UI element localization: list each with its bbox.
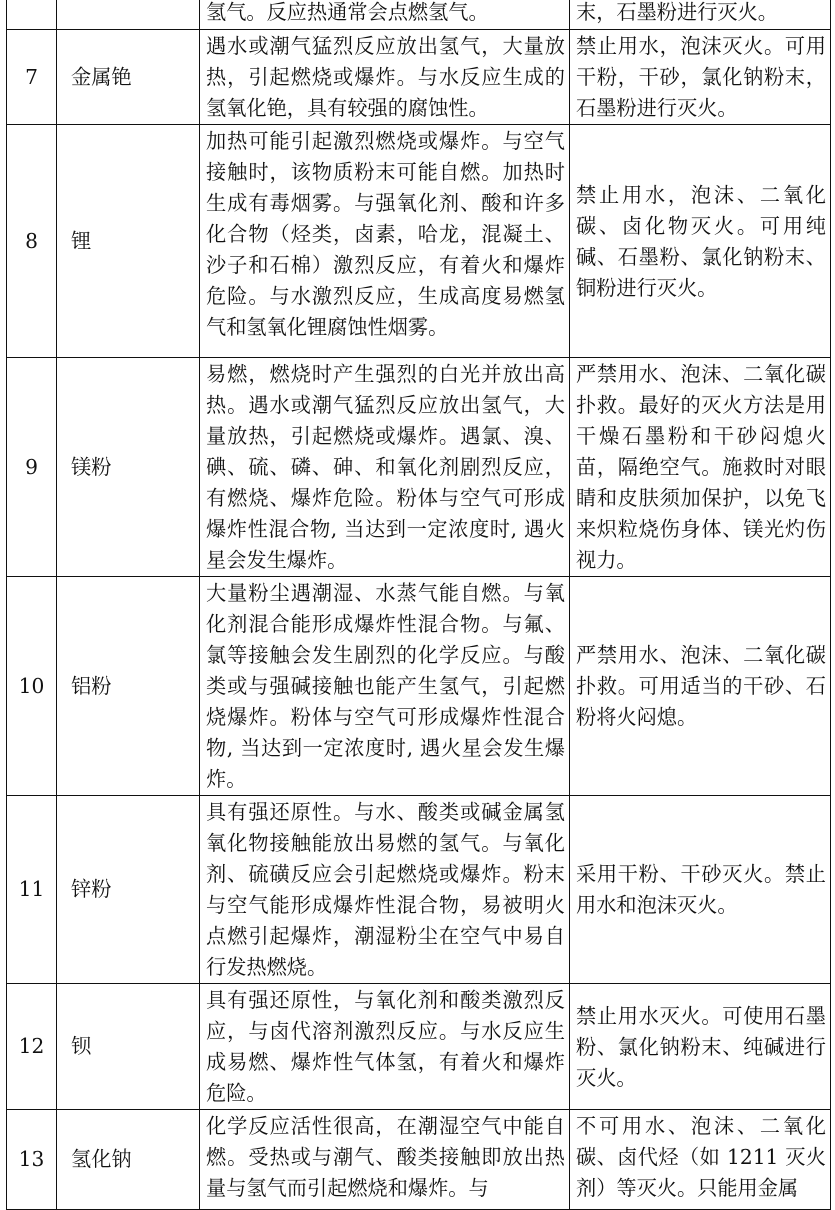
row-number: 9 <box>7 358 57 577</box>
row-number: 7 <box>7 30 57 125</box>
substance-name: 氢化钠 <box>57 1110 200 1210</box>
firefighting-method: 禁止用水，泡沫、二氧化碳、卤化物灭火。可用纯碱、石墨粉、氯化钠粉末、铜粉进行灭火。 <box>570 125 831 358</box>
firefighting-method: 采用干粉、干砂灭火。禁止用水和泡沫灭火。 <box>570 796 831 984</box>
firefighting-method: 严禁用水、泡沫、二氧化碳扑救。最好的灭火方法是用干燥石墨粉和干砂闷熄火苗，隔绝空气。施救时对眼睛和皮肤须加保护，以免飞来炽粒烧伤身体、镁光灼伤视力。 <box>570 358 831 577</box>
table-row <box>7 577 831 796</box>
hazard-description: 具有强还原性，与氧化剂和酸类激烈反应，与卤代溶剂激烈反应。与水反应生成易燃、爆炸性气体氢，有着火和爆炸危险。 <box>200 984 570 1110</box>
hazard-description: 化学反应活性很高，在潮湿空气中能自燃。受热或与潮气、酸类接触即放出热量与氢气而引起燃烧和爆炸。与 <box>200 1110 570 1210</box>
hazard-description: 大量粉尘遇潮湿、水蒸气能自燃。与氧化剂混合能形成爆炸性混合物。与氟、氯等接触会发生剧烈的化学反应。与酸类或与强碱接触也能产生氢气，引起燃烧爆炸。粉体与空气可形成爆炸性混合物, 当达到一定浓度时, 遇火星会发生爆炸。 <box>200 577 570 796</box>
substance-name: 锂 <box>57 125 200 358</box>
table-row <box>7 0 831 30</box>
hazard-description: 加热可能引起激烈燃烧或爆炸。与空气接触时，该物质粉末可能自燃。加热时生成有毒烟雾。与强氧化剂、酸和许多化合物（烃类，卤素，哈龙，混凝土、沙子和石棉）激烈反应，有着火和爆炸危险。与水激烈反应，生成高度易燃氢气和氢氧化锂腐蚀性烟雾。 <box>200 125 570 358</box>
table-row <box>7 1110 831 1210</box>
row-number: 13 <box>7 1110 57 1210</box>
table-row <box>7 984 831 1110</box>
firefighting-method: 严禁用水、泡沫、二氧化碳扑救。可用适当的干砂、石粉将火闷熄。 <box>570 577 831 796</box>
table-row <box>7 125 831 358</box>
table-row <box>7 796 831 984</box>
firefighting-method: 不可用水、泡沫、二氧化碳、卤代烃（如 1211 灭火剂）等灭火。只能用金属 <box>570 1110 831 1210</box>
row-number <box>7 0 57 30</box>
substance-name: 金属铯 <box>57 30 200 125</box>
hazard-table <box>6 0 831 1210</box>
row-number: 12 <box>7 984 57 1110</box>
hazard-description: 氢气。反应热通常会点燃氢气。 <box>200 0 570 30</box>
firefighting-method: 禁止用水，泡沫灭火。可用干粉，干砂，氯化钠粉末，石墨粉进行灭火。 <box>570 30 831 125</box>
substance-name: 锌粉 <box>57 796 200 984</box>
row-number: 8 <box>7 125 57 358</box>
hazard-description: 易燃，燃烧时产生强烈的白光并放出高热。遇水或潮气猛烈反应放出氢气，大量放热，引起燃烧或爆炸。遇氯、溴、碘、硫、磷、砷、和氧化剂剧烈反应，有燃烧、爆炸危险。粉体与空气可形成爆炸性混合物, 当达到一定浓度时, 遇火星会发生爆炸。 <box>200 358 570 577</box>
hazard-description: 遇水或潮气猛烈反应放出氢气，大量放热，引起燃烧或爆炸。与水反应生成的氢氧化铯，具有较强的腐蚀性。 <box>200 30 570 125</box>
row-number: 10 <box>7 577 57 796</box>
substance-name: 镁粉 <box>57 358 200 577</box>
row-number: 11 <box>7 796 57 984</box>
substance-name: 钡 <box>57 984 200 1110</box>
hazard-description: 具有强还原性。与水、酸类或碱金属氢氧化物接触能放出易燃的氢气。与氧化剂、硫磺反应会引起燃烧或爆炸。粉末与空气能形成爆炸性混合物，易被明火点燃引起爆炸，潮湿粉尘在空气中易自行发热燃烧。 <box>200 796 570 984</box>
substance-name <box>57 0 200 30</box>
firefighting-method: 末，石墨粉进行灭火。 <box>570 0 831 30</box>
substance-name: 铝粉 <box>57 577 200 796</box>
firefighting-method: 禁止用水灭火。可使用石墨粉、氯化钠粉末、纯碱进行灭火。 <box>570 984 831 1110</box>
table-row <box>7 30 831 125</box>
table-row <box>7 358 831 577</box>
